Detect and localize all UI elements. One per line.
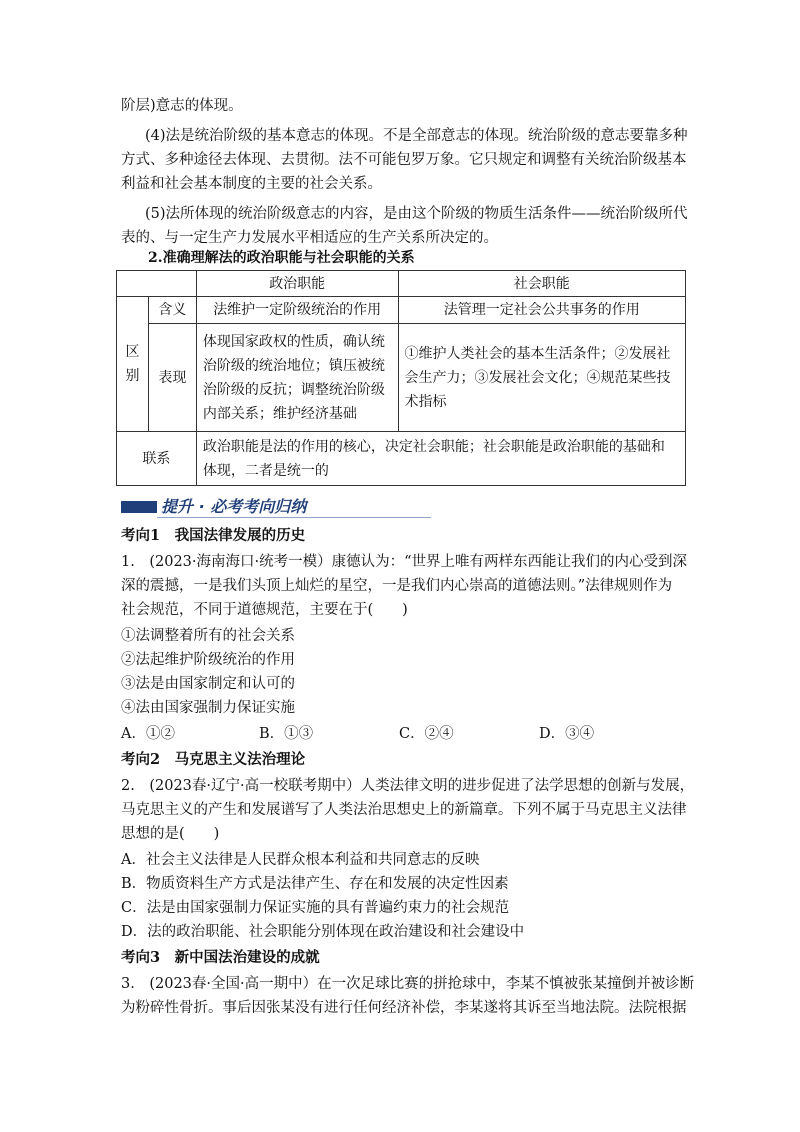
topic2-heading: 考向2 马克思主义法治理论 bbox=[121, 751, 306, 768]
question1-item: ③法是由国家制定和认可的 bbox=[121, 676, 295, 692]
group-label-difference: 区 别 bbox=[117, 297, 149, 432]
question2-option-d[interactable]: D．法的政治职能、社会职能分别体现在政治建设和社会建设中 bbox=[121, 924, 525, 940]
question1-line: 社会规范，不同于道德规范，主要在于( ) bbox=[121, 602, 408, 618]
banner-bar bbox=[121, 501, 157, 513]
question2-option-b[interactable]: B．物质资料生产方式是法律产生、存在和发展的决定性因素 bbox=[121, 876, 509, 892]
question1-option-b[interactable]: B．①③ bbox=[259, 726, 314, 742]
topic3-heading: 考向3 新中国法治建设的成就 bbox=[121, 949, 320, 966]
question1-line: 深的震撼，一是我们头顶上灿烂的星空，一是我们内心崇高的道德法则。”法律规则作为 bbox=[121, 578, 673, 594]
header-political: 政治职能 bbox=[196, 271, 398, 297]
table-corner bbox=[117, 271, 197, 297]
question1-option-c[interactable]: C．②④ bbox=[399, 726, 454, 742]
question3-line: 3. (2023春·全国·高一期中）在一次足球比赛的拼抢球中，李某不慎被张某撞倒并被诊断 bbox=[121, 976, 695, 992]
header-social: 社会职能 bbox=[398, 271, 685, 297]
question2-option-c[interactable]: C．法是由国家强制力保证实施的具有普遍约束力的社会规范 bbox=[121, 900, 510, 916]
row-label-link: 联系 bbox=[117, 432, 197, 486]
question1-item: ②法起维护阶级统治的作用 bbox=[121, 652, 295, 668]
cell-link: 政治职能是法的作用的核心，决定社会职能；社会职能是政治职能的基础和 体现，二者是统一的 bbox=[196, 432, 685, 486]
para4-line: 利益和社会基本制度的主要的社会关系。 bbox=[121, 176, 382, 192]
banner-title: 提升 · 必考考向归纳 bbox=[161, 497, 307, 516]
para4-line: (4)法是统治阶级的基本意志的体现。不是全部意志的体现。统治阶级的意志要靠多种 bbox=[145, 128, 688, 144]
question2-option-a[interactable]: A．社会主义法律是人民群众根本利益和共同意志的反映 bbox=[121, 852, 480, 868]
question2-line: 2. (2023春·辽宁·高一校联考期中）人类法律文明的进步促进了法学思想的创新与发展， bbox=[121, 778, 695, 794]
question1-option-d[interactable]: D．③④ bbox=[539, 726, 595, 742]
question1-option-a[interactable]: A．①② bbox=[121, 726, 175, 742]
cell-expression-political: 体现国家政权的性质，确认统 治阶级的统治地位；镇压被统 治阶级的反抗；调整统治阶级 内部关系；维护经济基础 bbox=[196, 324, 398, 432]
question2-line: 思想的是( ) bbox=[121, 826, 220, 842]
question1-line: 1. (2023·海南海口·统考一模）康德认为：“世界上唯有两样东西能让我们的内心受到深 bbox=[121, 554, 688, 570]
cell-expression-social: ①维护人类社会的基本生活条件；②发展社 会生产力；③发展社会文化；④规范某些技 术指标 bbox=[398, 324, 685, 432]
banner-rule bbox=[157, 517, 431, 518]
para5-line: 表的、与一定生产力发展水平相适应的生产关系所决定的。 bbox=[121, 230, 498, 246]
question1-item: ①法调整着所有的社会关系 bbox=[121, 628, 295, 644]
para4-line: 方式、多种途径去体现、去贯彻。法不可能包罗万象。它只规定和调整有关统治阶级基本 bbox=[121, 152, 687, 168]
cell-meaning-political: 法维护一定阶级统治的作用 bbox=[196, 297, 398, 324]
question2-line: 马克思主义的产生和发展谱写了人类法治思想史上的新篇章。下列不属于马克思主义法律 bbox=[121, 802, 687, 818]
functions-table bbox=[116, 270, 686, 486]
para5-line: (5)法所体现的统治阶级意志的内容，是由这个阶级的物质生活条件——统治阶级所代 bbox=[145, 206, 688, 222]
question1-item: ④法由国家强制力保证实施 bbox=[121, 700, 295, 716]
row-label-meaning: 含义 bbox=[148, 297, 196, 324]
topic1-heading: 考向1 我国法律发展的历史 bbox=[121, 527, 306, 544]
section-banner bbox=[121, 495, 431, 519]
row-label-expression: 表现 bbox=[148, 324, 196, 432]
intro-line: 阶层)意志的体现。 bbox=[121, 98, 243, 114]
cell-meaning-social: 法管理一定社会公共事务的作用 bbox=[398, 297, 685, 324]
question3-line: 为粉碎性骨折。事后因张某没有进行任何经济补偿，李某遂将其诉至当地法院。法院根据 bbox=[121, 1000, 687, 1016]
section2-title: 2.准确理解法的政治职能与社会职能的关系 bbox=[148, 250, 415, 266]
